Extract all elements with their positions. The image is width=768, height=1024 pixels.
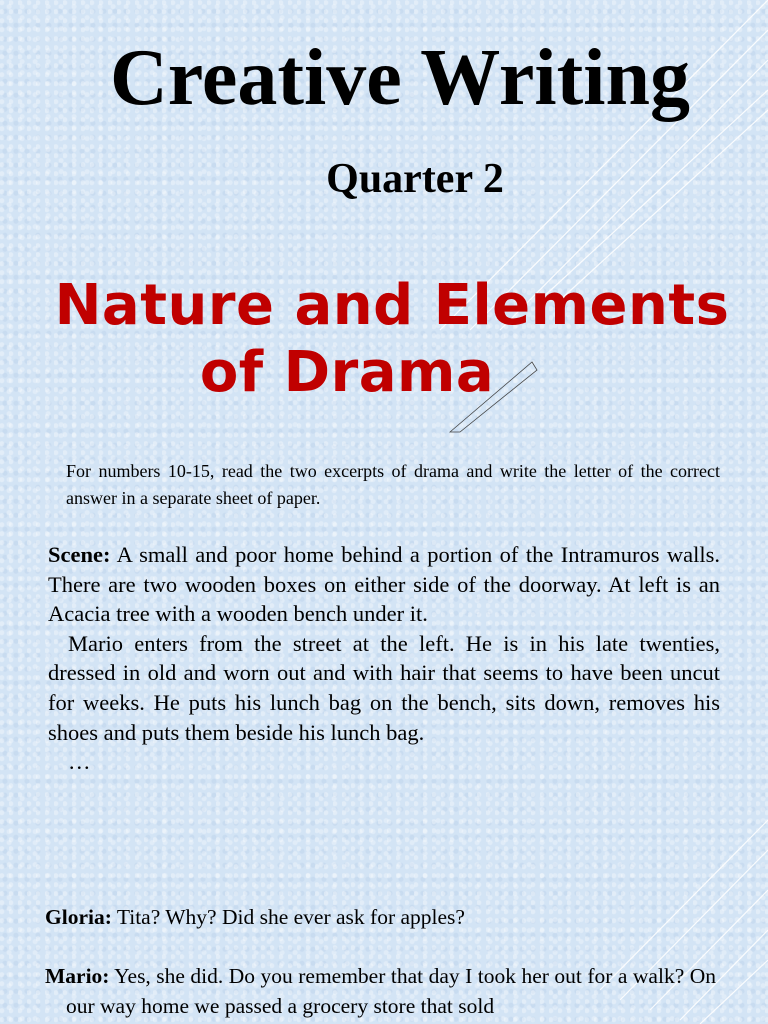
dialogue-text: Yes, she did. Do you remember that day I took her out for a walk? On our way home we passed a grocery store that sold [66,964,716,1018]
dialogue-line-gloria [45,903,716,933]
speaker-name: Mario: [45,964,110,988]
scene-paragraph [48,540,720,629]
topic-heading [0,272,768,406]
topic-heading-line1: Nature and Elements [54,273,730,338]
dialogue-text: Tita? Why? Did she ever ask for apples? [111,905,465,929]
speaker-name: Gloria: [45,905,112,929]
scene-description: A small and poor home behind a portion of the Intramuros walls. There are two wooden boxes on either side of the doorway. At left is an Acacia tree with a wooden bench under it. [48,542,720,627]
scene-excerpt [48,540,720,777]
instructions-text: For numbers 10-15, read the two excerpts of drama and write the letter of the correct answer in a separate sheet of paper. [66,461,720,508]
page-title: Creative Writing [110,34,690,122]
page-subtitle: Quarter 2 [326,156,504,202]
dialogue-line-mario [45,962,716,1021]
scene-label: Scene: [48,542,111,567]
scene-ellipsis: … [68,749,91,775]
scene-paragraph-2: Mario enters from the street at the left. He is in his late twenties, dressed in old and worn out and with hair that seems to have been uncut for weeks. He puts his lunch bag on the bench, sits down, removes his shoes and puts them beside his lunch bag. [48,630,720,745]
topic-heading-line2: of Drama [199,340,495,405]
